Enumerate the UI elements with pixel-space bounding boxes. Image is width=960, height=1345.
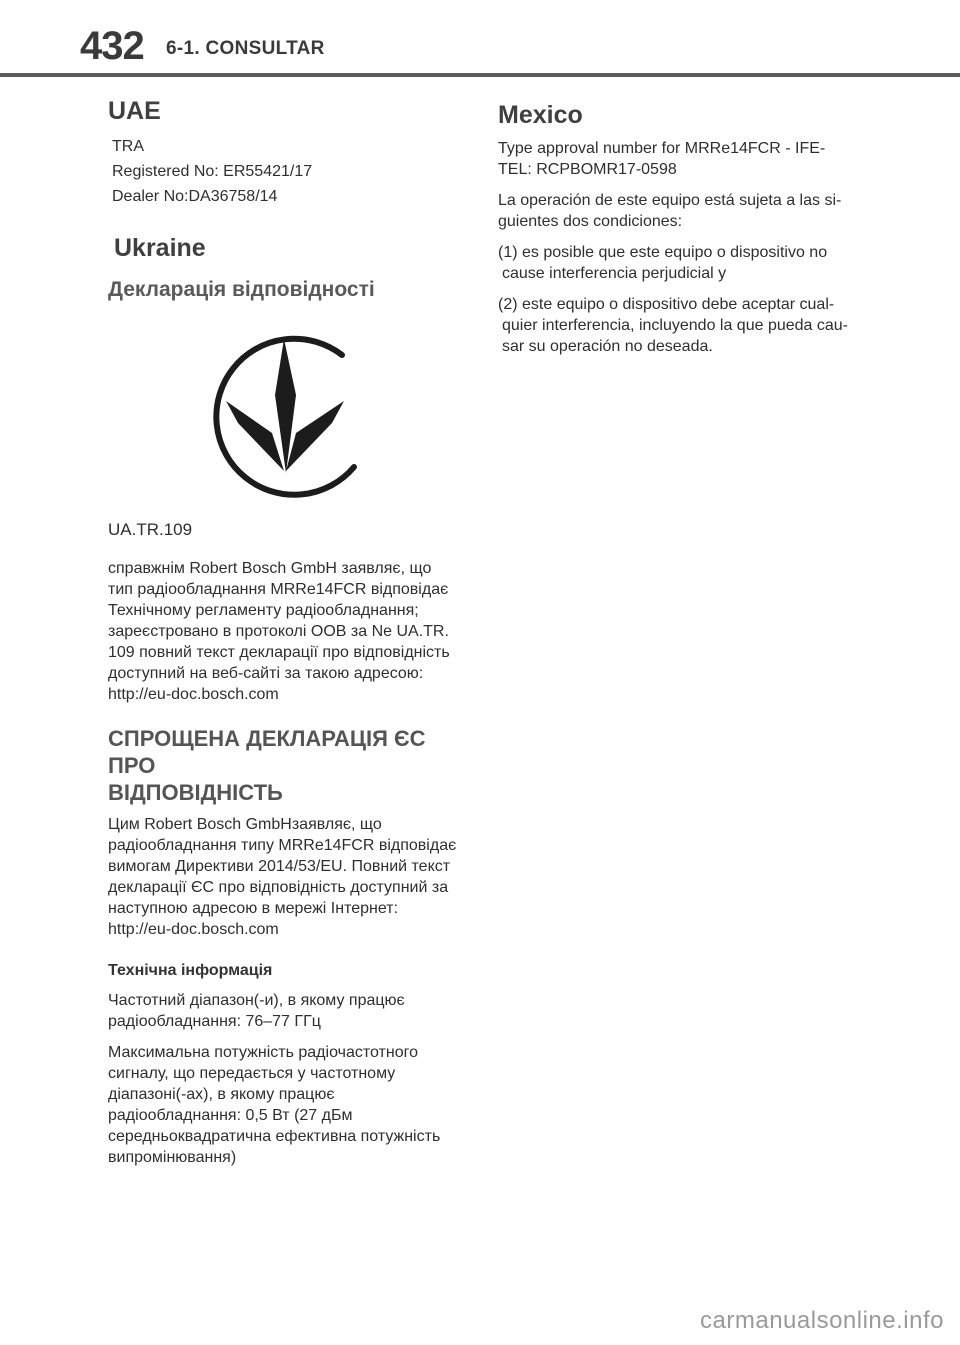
left-column (108, 96, 470, 1168)
approval-line: TEL: RCPBOMR17-0598 (498, 161, 677, 178)
frequency-line: радіообладнання: 76–77 ГГц (108, 1013, 321, 1030)
tech-info-heading: Технічна інформація (108, 962, 273, 979)
power-line: Максимальна потужність радіочастотного (108, 1044, 418, 1061)
conditions-line: guientes dos condiciones: (498, 213, 683, 230)
conditions-line: La operación de este equipo está sujeta a las si- (498, 192, 842, 209)
mexico-condition-1 (498, 242, 848, 284)
declaration-line: зареєстровано в протоколі OOB за Ne UA.TR. (108, 623, 449, 640)
page-number: 432 (80, 24, 144, 68)
eu-body-line: наступною адресою в мережі Інтернет: (108, 900, 399, 917)
page-header (0, 0, 960, 80)
eu-body-line: радіообладнання типу MRRe14FCR відповідає (108, 837, 457, 854)
site-watermark: carmanualsonline.info (700, 1307, 944, 1334)
power-line: середньоквадратична ефективна потужність (108, 1128, 441, 1145)
frequency-info (108, 990, 470, 1032)
power-line: радіообладнання: 0,5 Вт (27 дБм (108, 1107, 353, 1124)
power-line: діапазоні(-ах), в якому працює (108, 1086, 335, 1103)
approval-line: Type approval number for MRRe14FCR - IFE- (498, 140, 826, 157)
eu-body-url: http://eu-doc.bosch.com (108, 921, 279, 938)
condition-line: (2) este equipo o dispositivo debe aceptar cual- (498, 296, 835, 313)
power-info (108, 1042, 470, 1168)
power-line: випромінювання) (108, 1149, 237, 1166)
declaration-line: доступний на веб-сайті за такою адресою: (108, 665, 424, 682)
eu-declaration-body (108, 814, 470, 940)
section-title: 6-1. CONSULTAR (166, 38, 325, 59)
power-line: сигналу, що передається у частотному (108, 1065, 396, 1082)
frequency-line: Частотний діапазон(-и), в якому працює (108, 992, 405, 1009)
ua-mark-code: UA.TR.109 (108, 520, 193, 539)
condition-line: sar su operación no deseada. (502, 338, 713, 355)
uae-line: Registered No: ER55421/17 (112, 163, 313, 180)
declaration-url: http://eu-doc.bosch.com (108, 686, 279, 703)
declaration-line: Технічному регламенту радіообладнання; (108, 602, 419, 619)
eu-declaration-heading (108, 725, 470, 806)
eu-body-line: Цим Robert Bosch GmbHзаявляє, що (108, 816, 382, 833)
eu-body-line: вимогам Директиви 2014/53/EU. Повний текст (108, 858, 451, 875)
ukraine-declaration (108, 558, 470, 705)
condition-line: (1) es posible que este equipo o dispositivo no (498, 244, 828, 261)
eu-declaration-title-line: СПРОЩЕНА ДЕКЛАРАЦІЯ ЄС ПРО (108, 726, 426, 778)
mexico-condition-2 (498, 294, 848, 357)
declaration-line: справжнім Robert Bosch GmbH заявляє, що (108, 560, 432, 577)
condition-line: cause interferencia perjudicial y (502, 265, 727, 282)
header-divider (0, 73, 960, 77)
ua-conformity-mark (108, 325, 470, 505)
uae-heading: UAE (108, 97, 161, 125)
uae-line: TRA (112, 138, 144, 155)
ukraine-subheading: Декларація відповідності (108, 278, 375, 301)
eu-body-line: декларації ЄС про відповідність доступний за (108, 879, 449, 896)
mexico-conditions (498, 190, 848, 232)
eu-declaration-title-line: ВІДПОВІДНІСТЬ (108, 780, 283, 805)
ua-conformity-mark-icon (198, 325, 368, 503)
ukraine-heading: Ukraine (114, 234, 206, 262)
mexico-approval (498, 138, 848, 180)
condition-line: quier interferencia, incluyendo la que pueda cau- (502, 317, 849, 334)
right-column (498, 100, 848, 357)
declaration-line: тип радіообладнання MRRe14FCR відповідає (108, 581, 449, 598)
uae-details (108, 134, 470, 209)
mexico-heading: Mexico (498, 101, 583, 129)
declaration-line: 109 повний текст декларації про відповідність (108, 644, 450, 661)
uae-line: Dealer No:DA36758/14 (112, 188, 278, 205)
